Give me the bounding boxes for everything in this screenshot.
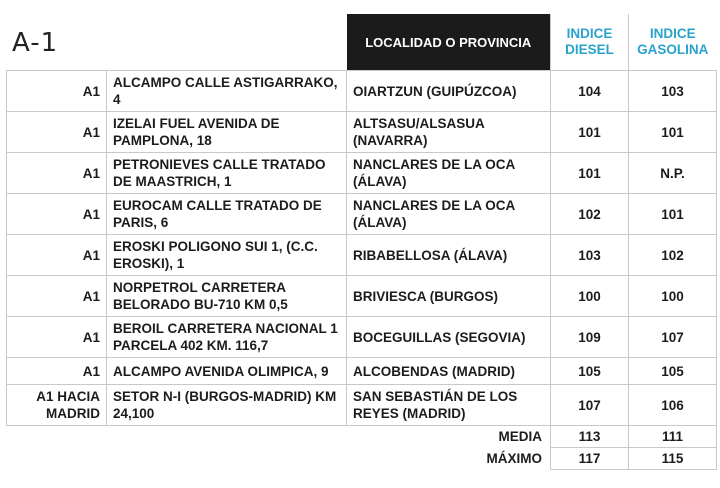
- locality-cell: ALCOBENDAS (MADRID): [347, 358, 551, 385]
- gasoline-index-cell: 105: [629, 358, 717, 385]
- station-cell: PETRONIEVES CALLE TRATADO DE MAASTRICH, 1: [107, 153, 347, 194]
- gasoline-index-cell: 100: [629, 276, 717, 317]
- gasoline-index-cell: 102: [629, 235, 717, 276]
- station-cell: NORPETROL CARRETERA BELORADO BU-710 KM 0,5: [107, 276, 347, 317]
- diesel-index-cell: 107: [551, 385, 629, 426]
- header-blank: [107, 14, 347, 71]
- locality-cell: OIARTZUN (GUIPÚZCOA): [347, 71, 551, 112]
- diesel-index-cell: 100: [551, 276, 629, 317]
- table-row: [7, 153, 717, 194]
- station-cell: EUROCAM CALLE TRATADO DE PARIS, 6: [107, 194, 347, 235]
- station-cell: IZELAI FUEL AVENIDA DE PAMPLONA, 18: [107, 112, 347, 153]
- fuel-price-table: [6, 14, 717, 470]
- gasoline-index-cell: 107: [629, 317, 717, 358]
- road-cell: A1: [7, 358, 107, 385]
- locality-cell: BOCEGUILLAS (SEGOVIA): [347, 317, 551, 358]
- road-cell: A1: [7, 153, 107, 194]
- summary-label: MEDIA: [498, 429, 542, 445]
- table-row: [7, 385, 717, 426]
- header-diesel-line2: DIESEL: [565, 42, 614, 57]
- summary-gasoline-cell: 115: [629, 448, 717, 470]
- gasoline-index-cell: 101: [629, 112, 717, 153]
- diesel-index-cell: 101: [551, 153, 629, 194]
- locality-cell: NANCLARES DE LA OCA (ÁLAVA): [347, 194, 551, 235]
- table-row: [7, 194, 717, 235]
- station-cell: BEROIL CARRETERA NACIONAL 1 PARCELA 402 KM. 116,7: [107, 317, 347, 358]
- gasoline-index-cell: 101: [629, 194, 717, 235]
- road-cell: A1: [7, 194, 107, 235]
- header-locality: LOCALIDAD O PROVINCIA: [347, 14, 551, 71]
- station-cell: SETOR N-I (BURGOS-MADRID) KM 24,100: [107, 385, 347, 426]
- table-row: [7, 276, 717, 317]
- road-cell: A1: [7, 235, 107, 276]
- header-gasoline-line2: GASOLINA: [637, 42, 709, 57]
- diesel-index-cell: 105: [551, 358, 629, 385]
- gasoline-index-cell: 103: [629, 71, 717, 112]
- locality-cell: NANCLARES DE LA OCA (ÁLAVA): [347, 153, 551, 194]
- table-header-row: [7, 14, 717, 71]
- summary-label: MÁXIMO: [486, 451, 542, 466]
- summary-row-maximo: [7, 448, 717, 470]
- gasoline-index-cell: 106: [629, 385, 717, 426]
- table-row: [7, 112, 717, 153]
- diesel-index-cell: 101: [551, 112, 629, 153]
- road-cell: A1: [7, 71, 107, 112]
- table-row: [7, 317, 717, 358]
- table-row: [7, 71, 717, 112]
- diesel-index-cell: 109: [551, 317, 629, 358]
- road-cell: A1: [7, 317, 107, 358]
- header-gasoline: [629, 14, 717, 71]
- summary-diesel-cell: 113: [551, 426, 629, 448]
- locality-cell: SAN SEBASTIÁN DE LOS REYES (MADRID): [347, 385, 551, 426]
- road-cell: A1: [7, 276, 107, 317]
- diesel-index-cell: 103: [551, 235, 629, 276]
- header-gasoline-line1: INDICE: [649, 26, 696, 41]
- table-row: [7, 358, 717, 385]
- header-diesel: [551, 14, 629, 71]
- road-cell: A1 HACIA MADRID: [7, 385, 107, 426]
- summary-gasoline-cell: 111: [629, 426, 717, 448]
- station-cell: ALCAMPO CALLE ASTIGARRAKO, 4: [107, 71, 347, 112]
- page-title: A-1: [12, 28, 59, 58]
- station-cell: EROSKI POLIGONO SUI 1, (C.C. EROSKI), 1: [107, 235, 347, 276]
- summary-diesel-cell: 117: [551, 448, 629, 470]
- header-blank: [7, 14, 107, 71]
- locality-cell: BRIVIESCA (BURGOS): [347, 276, 551, 317]
- diesel-index-cell: 102: [551, 194, 629, 235]
- diesel-index-cell: 104: [551, 71, 629, 112]
- summary-row-media: [7, 426, 717, 448]
- locality-cell: RIBABELLOSA (ÁLAVA): [347, 235, 551, 276]
- gasoline-index-cell: N.P.: [629, 153, 717, 194]
- table-row: [7, 235, 717, 276]
- station-cell: ALCAMPO AVENIDA OLIMPICA, 9: [107, 358, 347, 385]
- road-cell: A1: [7, 112, 107, 153]
- locality-cell: ALTSASU/ALSASUA (NAVARRA): [347, 112, 551, 153]
- header-diesel-line1: INDICE: [566, 26, 613, 41]
